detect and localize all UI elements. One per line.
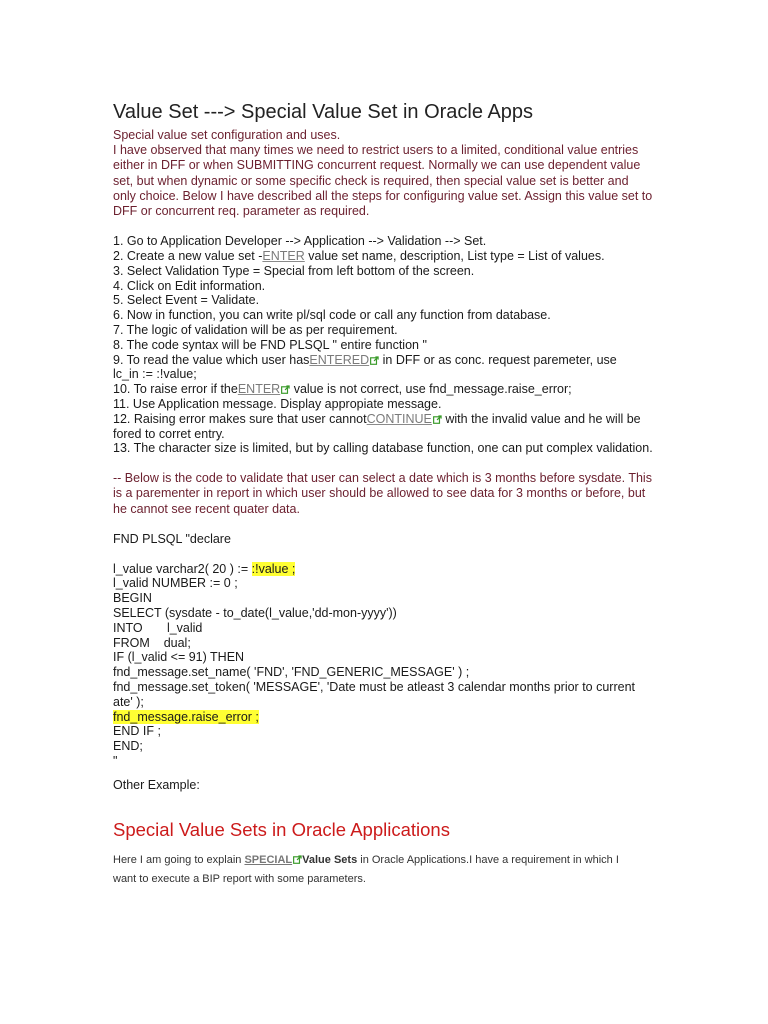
- external-link-icon[interactable]: [281, 385, 290, 394]
- code-line: BEGIN: [113, 591, 152, 606]
- code-line: IF (l_valid <= 91) THEN: [113, 650, 245, 665]
- step-text: 9. To read the value which user has: [113, 352, 310, 367]
- document-page: [113, 100, 658, 889]
- code-block: [113, 532, 658, 793]
- code-line: END;: [113, 739, 143, 754]
- code-line: fnd_message.set_token( 'MESSAGE', 'Date must be atleast 3 calendar months prior to current: [113, 679, 635, 694]
- note-line: -- Below is the code to validate that user can select a date which is 3 months before sysdate. This: [113, 471, 652, 486]
- special-link[interactable]: SPECIAL: [244, 853, 293, 866]
- code-header: FND PLSQL "declare: [113, 531, 231, 546]
- step-item: 4. Click on Edit information.: [113, 278, 266, 293]
- code-note: [113, 471, 658, 517]
- step-item: 6. Now in function, you can write pl/sql code or call any function from database.: [113, 308, 551, 323]
- step-text: in DFF or as conc. request paremeter, use: [379, 352, 617, 367]
- other-example-label: Other Example:: [113, 777, 200, 792]
- code-line: l_valid NUMBER := 0 ;: [113, 576, 238, 591]
- intro-line: set, but when dynamic or some specific check is required, then special value set is better and: [113, 173, 629, 188]
- step-item: [113, 382, 658, 397]
- intro-block: [113, 128, 658, 219]
- intro-line: either in DFF or when SUBMITTING concurrent request. Normally we can use dependent value: [113, 158, 641, 173]
- step-text: 2. Create a new value set -: [113, 249, 263, 264]
- section-heading: Special Value Sets in Oracle Applications: [113, 818, 450, 840]
- step-item: 11. Use Application message. Display appropiate message.: [113, 396, 442, 411]
- intro-line: DFF or concurrent req. parameter as required.: [113, 204, 370, 219]
- intro-line: only choice. Below I have described all the steps for configuring value set. Assign this value set to: [113, 188, 653, 203]
- step-item: 1. Go to Application Developer --> Application --> Validation --> Set.: [113, 234, 487, 249]
- step-text: 10. To raise error if the: [113, 382, 238, 397]
- code-line: [113, 710, 658, 725]
- code-line: INTO l_valid: [113, 620, 203, 635]
- code-line: ate' );: [113, 694, 144, 709]
- external-link-icon[interactable]: [370, 356, 379, 365]
- note-line: he cannot see recent quater data.: [113, 501, 300, 516]
- step-item: lc_in := :!value;: [113, 367, 197, 382]
- step-text: 12. Raising error makes sure that user cannot: [113, 411, 367, 426]
- step-item: 5. Select Event = Validate.: [113, 293, 260, 308]
- code-line: fnd_message.set_name( 'FND', 'FND_GENERIC_MESSAGE' ) ;: [113, 665, 470, 680]
- section-paragraph: [113, 851, 658, 889]
- highlighted-code: fnd_message.raise_error ;: [113, 709, 259, 724]
- step-text: with the invalid value and he will be: [441, 411, 641, 426]
- enter-link[interactable]: ENTER: [237, 382, 281, 397]
- paragraph-text: Here I am going to explain: [113, 853, 245, 866]
- paragraph-line: want to execute a BIP report with some parameters.: [113, 872, 366, 885]
- paragraph-line: [113, 851, 658, 870]
- page-title: Value Set ---> Special Value Set in Oracle Apps: [113, 101, 534, 123]
- step-item: 8. The code syntax will be FND PLSQL " entire function ": [113, 337, 427, 352]
- code-line: [113, 562, 658, 577]
- step-item: 13. The character size is limited, but by calling database function, one can put complex validation.: [113, 441, 653, 456]
- highlighted-code: :!value ;: [251, 561, 296, 576]
- step-text: value set name, description, List type = List of values.: [304, 249, 605, 264]
- step-item: fored to corret entry.: [113, 426, 225, 441]
- code-line: SELECT (sysdate - to_date(l_value,'dd-mon-yyyy')): [113, 605, 397, 620]
- code-line: FROM dual;: [113, 635, 191, 650]
- code-line: END IF ;: [113, 724, 161, 739]
- bold-text: Value Sets: [302, 853, 358, 866]
- external-link-icon[interactable]: [293, 855, 302, 864]
- intro-line: I have observed that many times we need to restrict users to a limited, conditional value entries: [113, 143, 639, 158]
- paragraph-text: in Oracle Applications.I have a requirement in which I: [357, 853, 619, 866]
- note-line: is a parementer in report in which user should be allowed to see data for 3 months or before, but: [113, 486, 646, 501]
- enter-link[interactable]: ENTER: [262, 249, 305, 264]
- step-item: 3. Select Validation Type = Special from left bottom of the screen.: [113, 263, 475, 278]
- steps-list: [113, 234, 658, 456]
- step-item: [113, 412, 658, 427]
- step-item: 7. The logic of validation will be as per requirement.: [113, 323, 398, 337]
- code-text: l_value varchar2( 20 ) :=: [113, 561, 252, 576]
- step-text: value is not correct, use fnd_message.raise_error;: [290, 382, 572, 397]
- subtitle: Special value set configuration and uses.: [113, 128, 341, 142]
- entered-link[interactable]: ENTERED: [309, 352, 370, 367]
- code-line: ": [113, 753, 118, 768]
- step-item: [113, 353, 658, 368]
- step-item: [113, 249, 658, 264]
- external-link-icon[interactable]: [433, 415, 442, 424]
- continue-link[interactable]: CONTINUE: [366, 411, 432, 426]
